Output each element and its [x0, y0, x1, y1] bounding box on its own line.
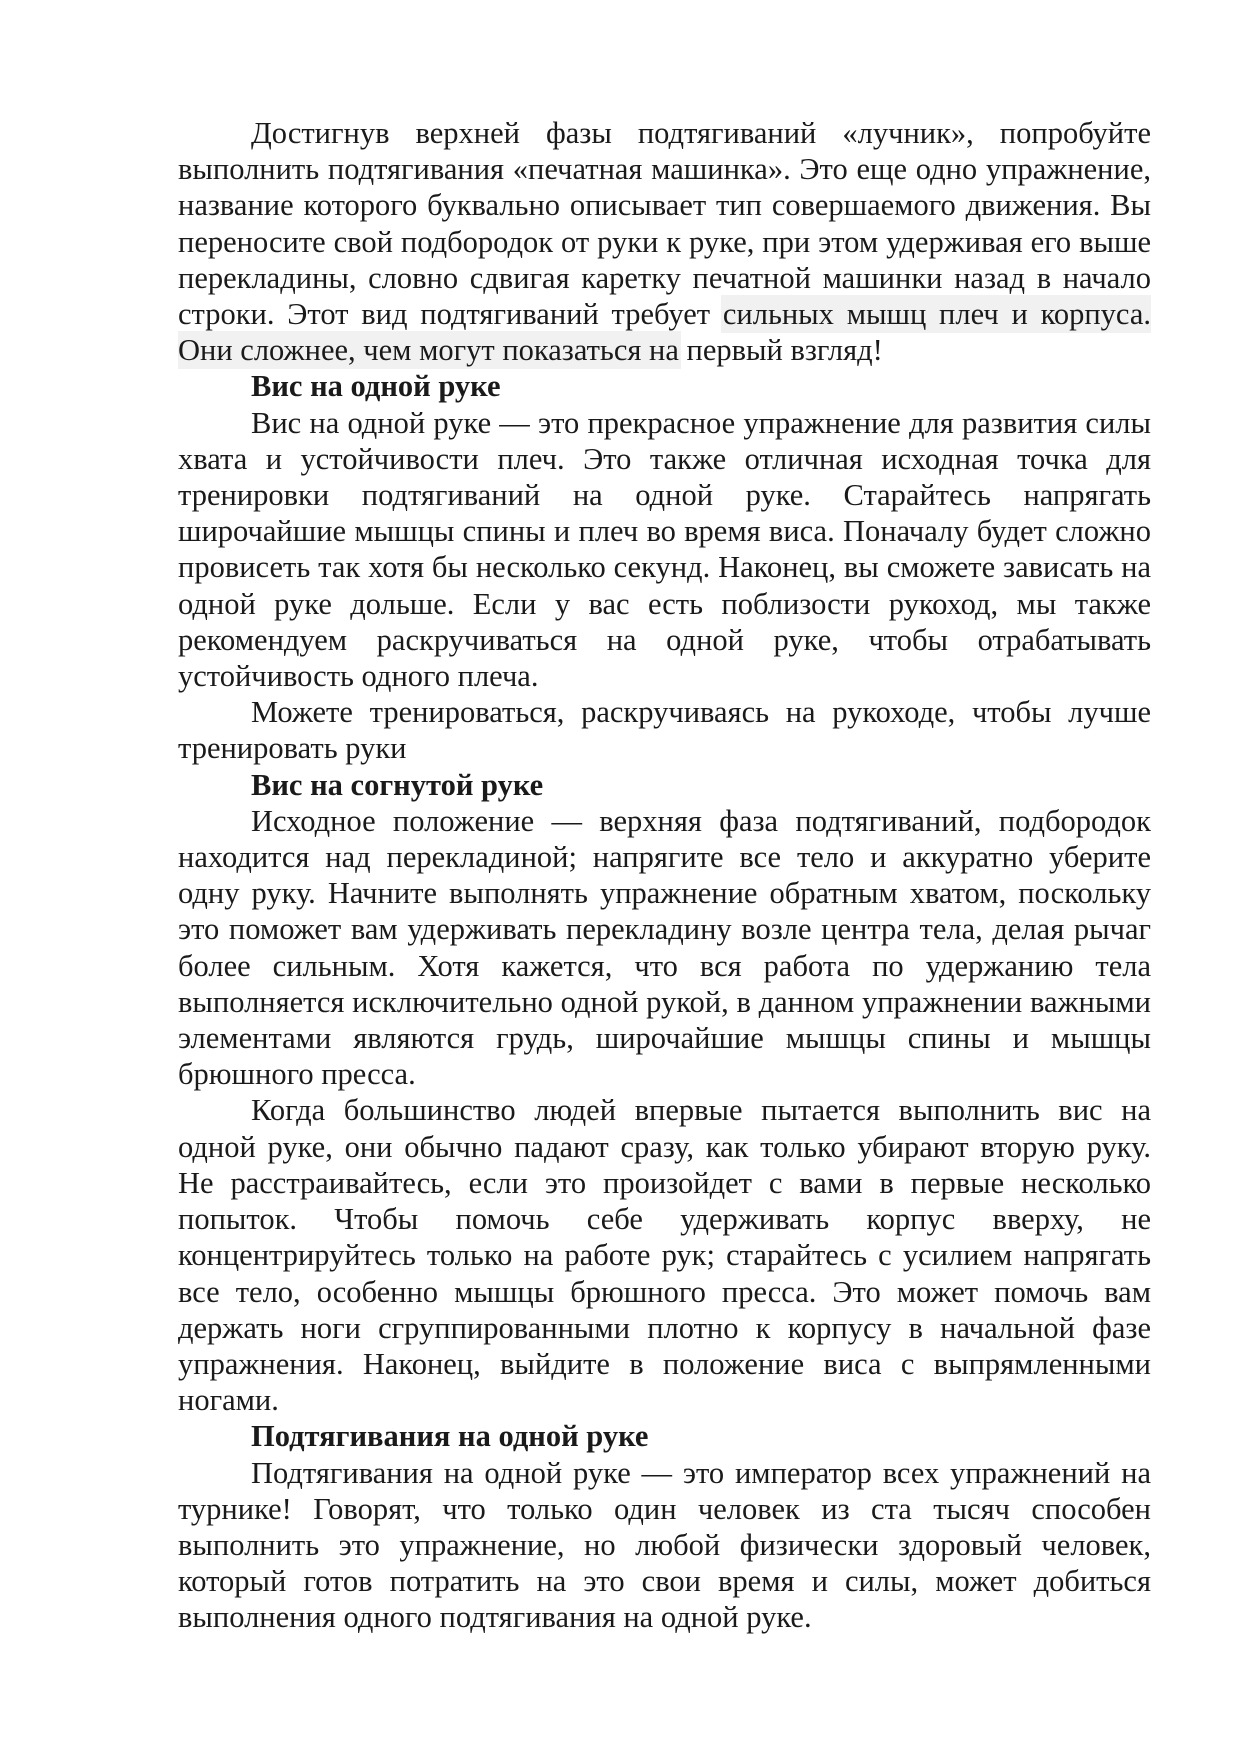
paragraph-one-arm-hang: Вис на одной руке — это прекрасное упражнение для развития силы хвата и устойчивости плеч. Это также отличная исходная точка для тренировки подтягиваний на одной руке. Старайтесь напрягать широчайшие мышцы спины и плеч во время виса. Поначалу будет сложно провисеть так хотя бы несколько секунд. Наконец, вы сможете зависать на одной руке дольше. Если у вас есть поблизости рукоход, мы также рекомендуем раскручиваться на одной руке, чтобы отрабатывать устойчивость одного плеча.	[178, 405, 1151, 694]
document-page	[178, 115, 1151, 1636]
section-heading-one-arm-hang: Вис на одной руке	[251, 369, 501, 404]
paragraph-first-attempts: Когда большинство людей впервые пытается выполнить вис на одной руке, они обычно падают сразу, как только убирают вторую руку. Не расстраивайтесь, если это произойдет с вами в первые несколько попыток. Чтобы помочь себе удерживать корпус вверху, не концентрируйтесь только на работе рук; старайтесь с усилием напрягать все тело, особенно мышцы брюшного пресса. Это может помочь вам держать ноги сгруппированными плотно к корпусу в начальной фазе упражнения. Наконец, выйдите в положение виса с выпрямленными ногами.	[178, 1093, 1151, 1418]
paragraph-monkey-bars: Можете тренироваться, раскручиваясь на рукоходе, чтобы лучше тренировать руки	[178, 695, 1151, 766]
paragraph-typewriter-pullups	[178, 115, 1151, 368]
section-heading-one-arm-pullups: Подтягивания на одной руке	[251, 1419, 649, 1454]
section-heading-bent-arm-hang: Вис на согнутой руке	[251, 767, 544, 802]
paragraph-text: Достигнув верхней фазы подтягиваний «лучник», попробуйте выполнить подтягивания «печатная машинка». Это еще одно упражнение, название которого буквально описывает тип совершаемого движения. Вы переносите свой подбородок от руки к руке, при этом удерживая его выше перекладины, словно сдвигая каретку печатной машинки назад в начало строки. Этот вид подтягиваний требует	[178, 116, 1151, 332]
paragraph-one-arm-pullups: Подтягивания на одной руке — это император всех упражнений на турнике! Говорят, что только один человек из ста тысяч способен выполнить это упражнение, но любой физически здоровый человек, который готов потратить на это свои время и силы, может добиться выполнения одного подтягивания на одной руке.	[178, 1455, 1151, 1635]
highlighted-text: сильных мышц плеч и корпуса. Они сложнее, чем могут показаться на	[178, 297, 1151, 368]
paragraph-starting-position: Исходное положение — верхняя фаза подтягиваний, подбородок находится над перекладиной; напрягите все тело и аккуратно уберите одну руку. Начните выполнять упражнение обратным хватом, поскольку это поможет вам удерживать перекладину возле центра тела, делая рычаг более сильным. Хотя кажется, что вся работа по удержанию тела выполняется исключительно одной рукой, в данном упражнении важными элементами являются грудь, широчайшие мышцы спины и мышцы брюшного пресса.	[178, 803, 1151, 1092]
paragraph-text: первый взгляд!	[678, 333, 883, 368]
